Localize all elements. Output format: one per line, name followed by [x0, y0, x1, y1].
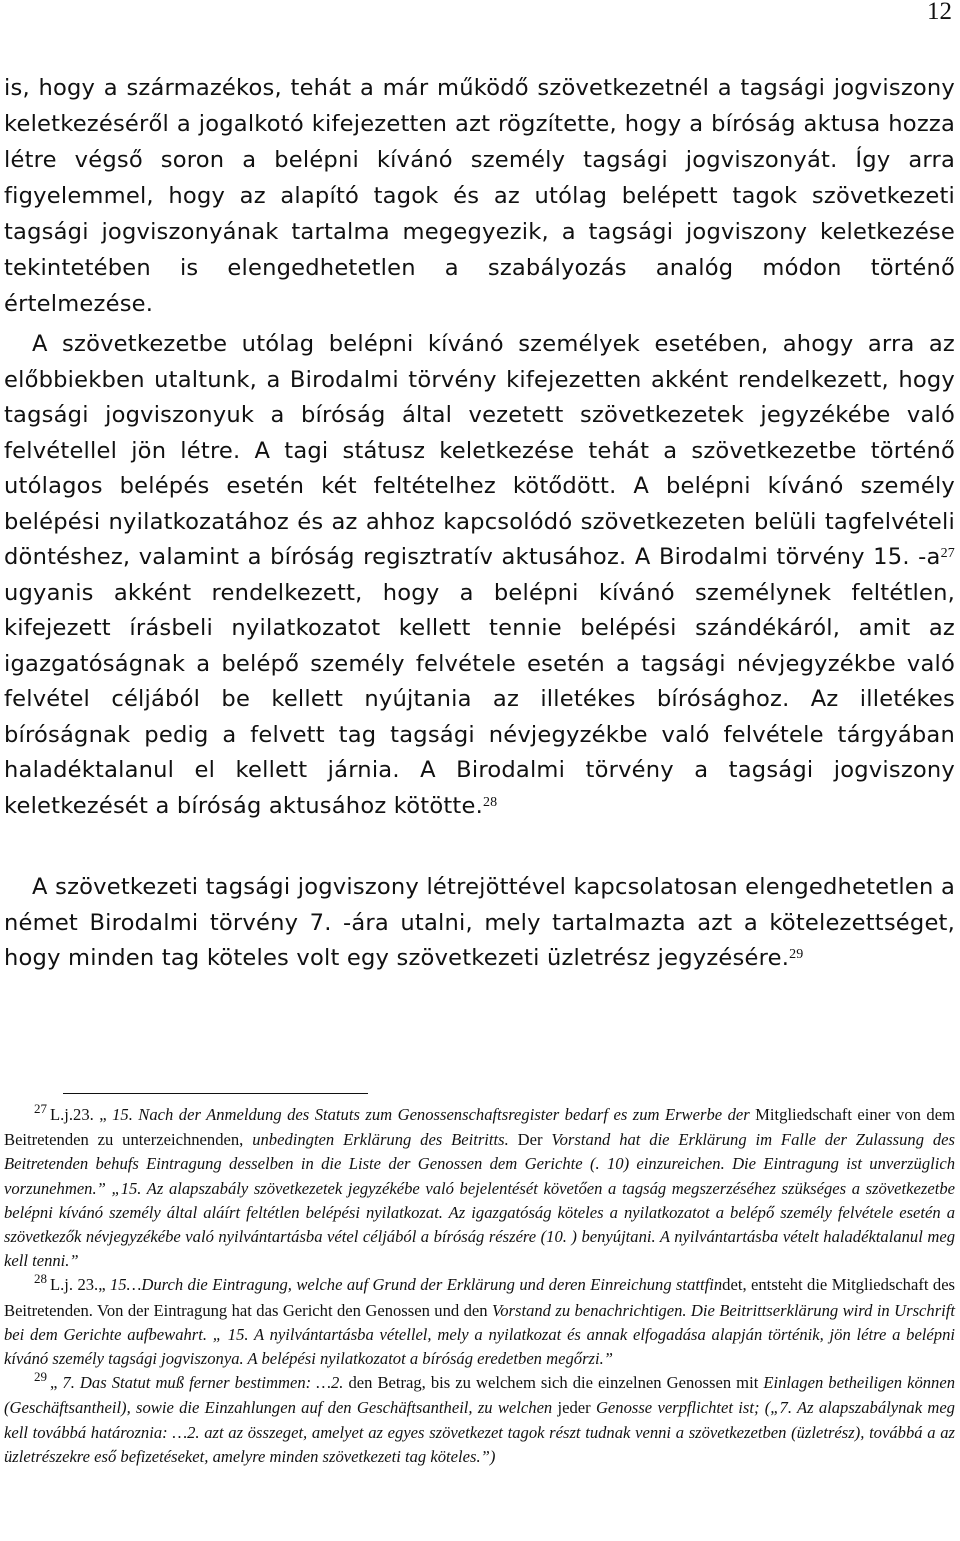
paragraph-2-text-a: A szövetkezetbe utólag belépni kívánó személyek esetében, ahogy arra az előbbiekben utaltunk, a Birodalmi törvény kifejezetten akként rendelkezett, hogy tagsági jogviszonyuk a bíróság által vezetett szövetkezetek jegyzékébe való felvétellel jön létre. A tagi státusz keletkezése tehát a szövetkezetbe történő utólagos belépés esetén két feltételhez kötődött. A belépni kívánó személy belépési nyilatkozatához és az ahhoz kapcsolódó szövetkezeten belüli tagfelvételi döntéshez, valamint a bíróság regisztratív aktusához. A Birodalmi törvény 15. -a: [4, 331, 955, 570]
footnote-quote: 7. Das Statut muß ferner bestimmen: …2.: [62, 1373, 344, 1393]
footnote-separator: [63, 1093, 368, 1094]
paragraph-3: [4, 870, 955, 977]
footnote-quote: den Betrag, bis zu welchem sich die einzelnen Genossen mit: [343, 1373, 764, 1393]
footnote-lead: L.j. 23.„: [50, 1275, 110, 1295]
footnote-number: 29: [34, 1369, 47, 1385]
page-number: 12: [927, 0, 952, 25]
footnote-lead: „: [50, 1373, 63, 1393]
footnote-quote: Einlagen betheiligen können (Geschäftsantheil), sowie die Einzahlungen auf den Geschäftsantheil, zu welchen: [4, 1373, 955, 1418]
footnote-quote: Mitgliedschaft einer von dem Beitretenden zu unterzeichnenden,: [4, 1105, 955, 1150]
footnote-quote: 15…Durch die Eintragung, welche auf Grund der Erklärung und deren Einreichung stattfin: [109, 1275, 723, 1295]
footnotes: [4, 1103, 955, 1469]
paragraph-3-text: A szövetkezeti tagsági jogviszony létrejöttével kapcsolatosan elengedhetetlen a német Birodalmi törvény 7. -ára utalni, mely tartalmazta azt a kötelezettséget, hogy minden tag köteles volt egy szövetkezeti üzletrész jegyzésére.: [4, 874, 955, 971]
footnote-quote: jeder: [552, 1398, 596, 1418]
footnote-lead: L.j.23. „: [50, 1105, 113, 1124]
footnote-27: [4, 1103, 955, 1273]
footnote-ref-28[interactable]: 28: [482, 794, 498, 810]
paragraph-2: [4, 327, 955, 824]
footnote-ref-29[interactable]: 29: [789, 947, 804, 962]
footnote-translation: Genosse verpflichtet ist; („7. Az alapszabálynak meg kell továbbá határoznia: …2. azt az összeget, amelyet az egyes szövetkezet tagok részt tudnak venni a szövetkezetben (üzletrész), továbbá a az üzletrészekre eső befizetéseket, amelyre minden szövetkezeti tag köteles.”): [4, 1398, 955, 1466]
paragraph-2-text-b: ugyanis akként rendelkezett, hogy a belépni kívánó személynek feltétlen, kifejezett írásbeli nyilatkozatot kellett tennie belépési szándékáról, amit az igazgatóságnak a belépő személy felvétele esetén a tagsági névjegyzékbe való felvétel céljából be kellett nyújtania az illetékes bírósághoz. Az illetékes bíróságnak pedig a felvett tag tagsági névjegyzékbe való felvétele tárgyában haladéktalanul el kellett járnia. A Birodalmi törvény a tagsági jogviszony keletkezését a bíróság aktusához kötötte.: [4, 579, 955, 819]
footnote-number: 28: [34, 1271, 47, 1287]
footnote-translation: A nyilvántartásba vétellel, mely a nyilatkozat és annak elfogadása alapján történik, jön létre a belépni kívánó személy tagsági jogviszonya. A belépési nyilatkozatot a bíróság eredetben megőrzi.”: [4, 1324, 955, 1369]
footnote-number: 27: [34, 1101, 47, 1116]
footnote-28: [4, 1273, 955, 1371]
footnote-quote: Der: [508, 1130, 552, 1150]
footnote-ref-27[interactable]: 27: [940, 546, 955, 561]
footnote-29: [4, 1371, 955, 1469]
footnote-quote: unbedingten Erklärung des Beitritts.: [252, 1130, 509, 1150]
footnote-quote: 15. Nach der Anmeldung des Statuts zum Genossenschaftsregister bedarf es zum Erwerbe der: [112, 1105, 750, 1124]
paragraph-1: is, hogy a származékos, tehát a már működő szövetkezetnél a tagsági jogviszony keletkezéséről a jogalkotó kifejezetten azt rögzítette, hogy a bíróság aktusa hozza létre végső soron a belépni kívánó személy tagsági jogviszonyát. Így arra figyelemmel, hogy az alapító tagok és az utólag belépett tagok szövetkezeti tagsági jogviszonyának tartalma megegyezik, a tagsági jogviszony keletkezése tekintetében is elengedhetetlen a szabályozás analóg módon történő értelmezése.: [4, 75, 955, 317]
footnote-translation: Az alapszabály szövetkezetek jegyzékébe való bejelentését követően a tagság megszerzéséhez szükséges a szövetkezetbe belépni kívánó személy által aláírt feltétlen belépési nyilatkozat. Az igazgatóság köteles a nyilatkozatot a belépő személy felvétele esetén a szövetkezők névjegyzékébe való nyilvántartásba vétel céljából a bíróság részére (10. ) benyújtani. A nyilvántartásba vételt haladéktalanul meg kell tenni.”: [4, 1178, 955, 1271]
footnote-quote: Vorstand zu benachrichtigen. Die Beitrittserklärung wird in Urschrift bei dem Gerichte aufbewahrt. „ 15.: [4, 1300, 955, 1344]
footnote-quote: Vorstand hat die Erklärung im Falle der Zulassung des Beitretenden behufs Eintragung desselben in die Liste der Genossen dem Gerichte (. 10) einzureichen. Die Eintragung ist unverzüglich vorzunehmen.” „15.: [4, 1130, 956, 1198]
footnote-quote: det, entsteht die Mitgliedschaft des Beitretenden. Von der Eintragung hat das Gericht den Genossen und den: [4, 1275, 956, 1320]
